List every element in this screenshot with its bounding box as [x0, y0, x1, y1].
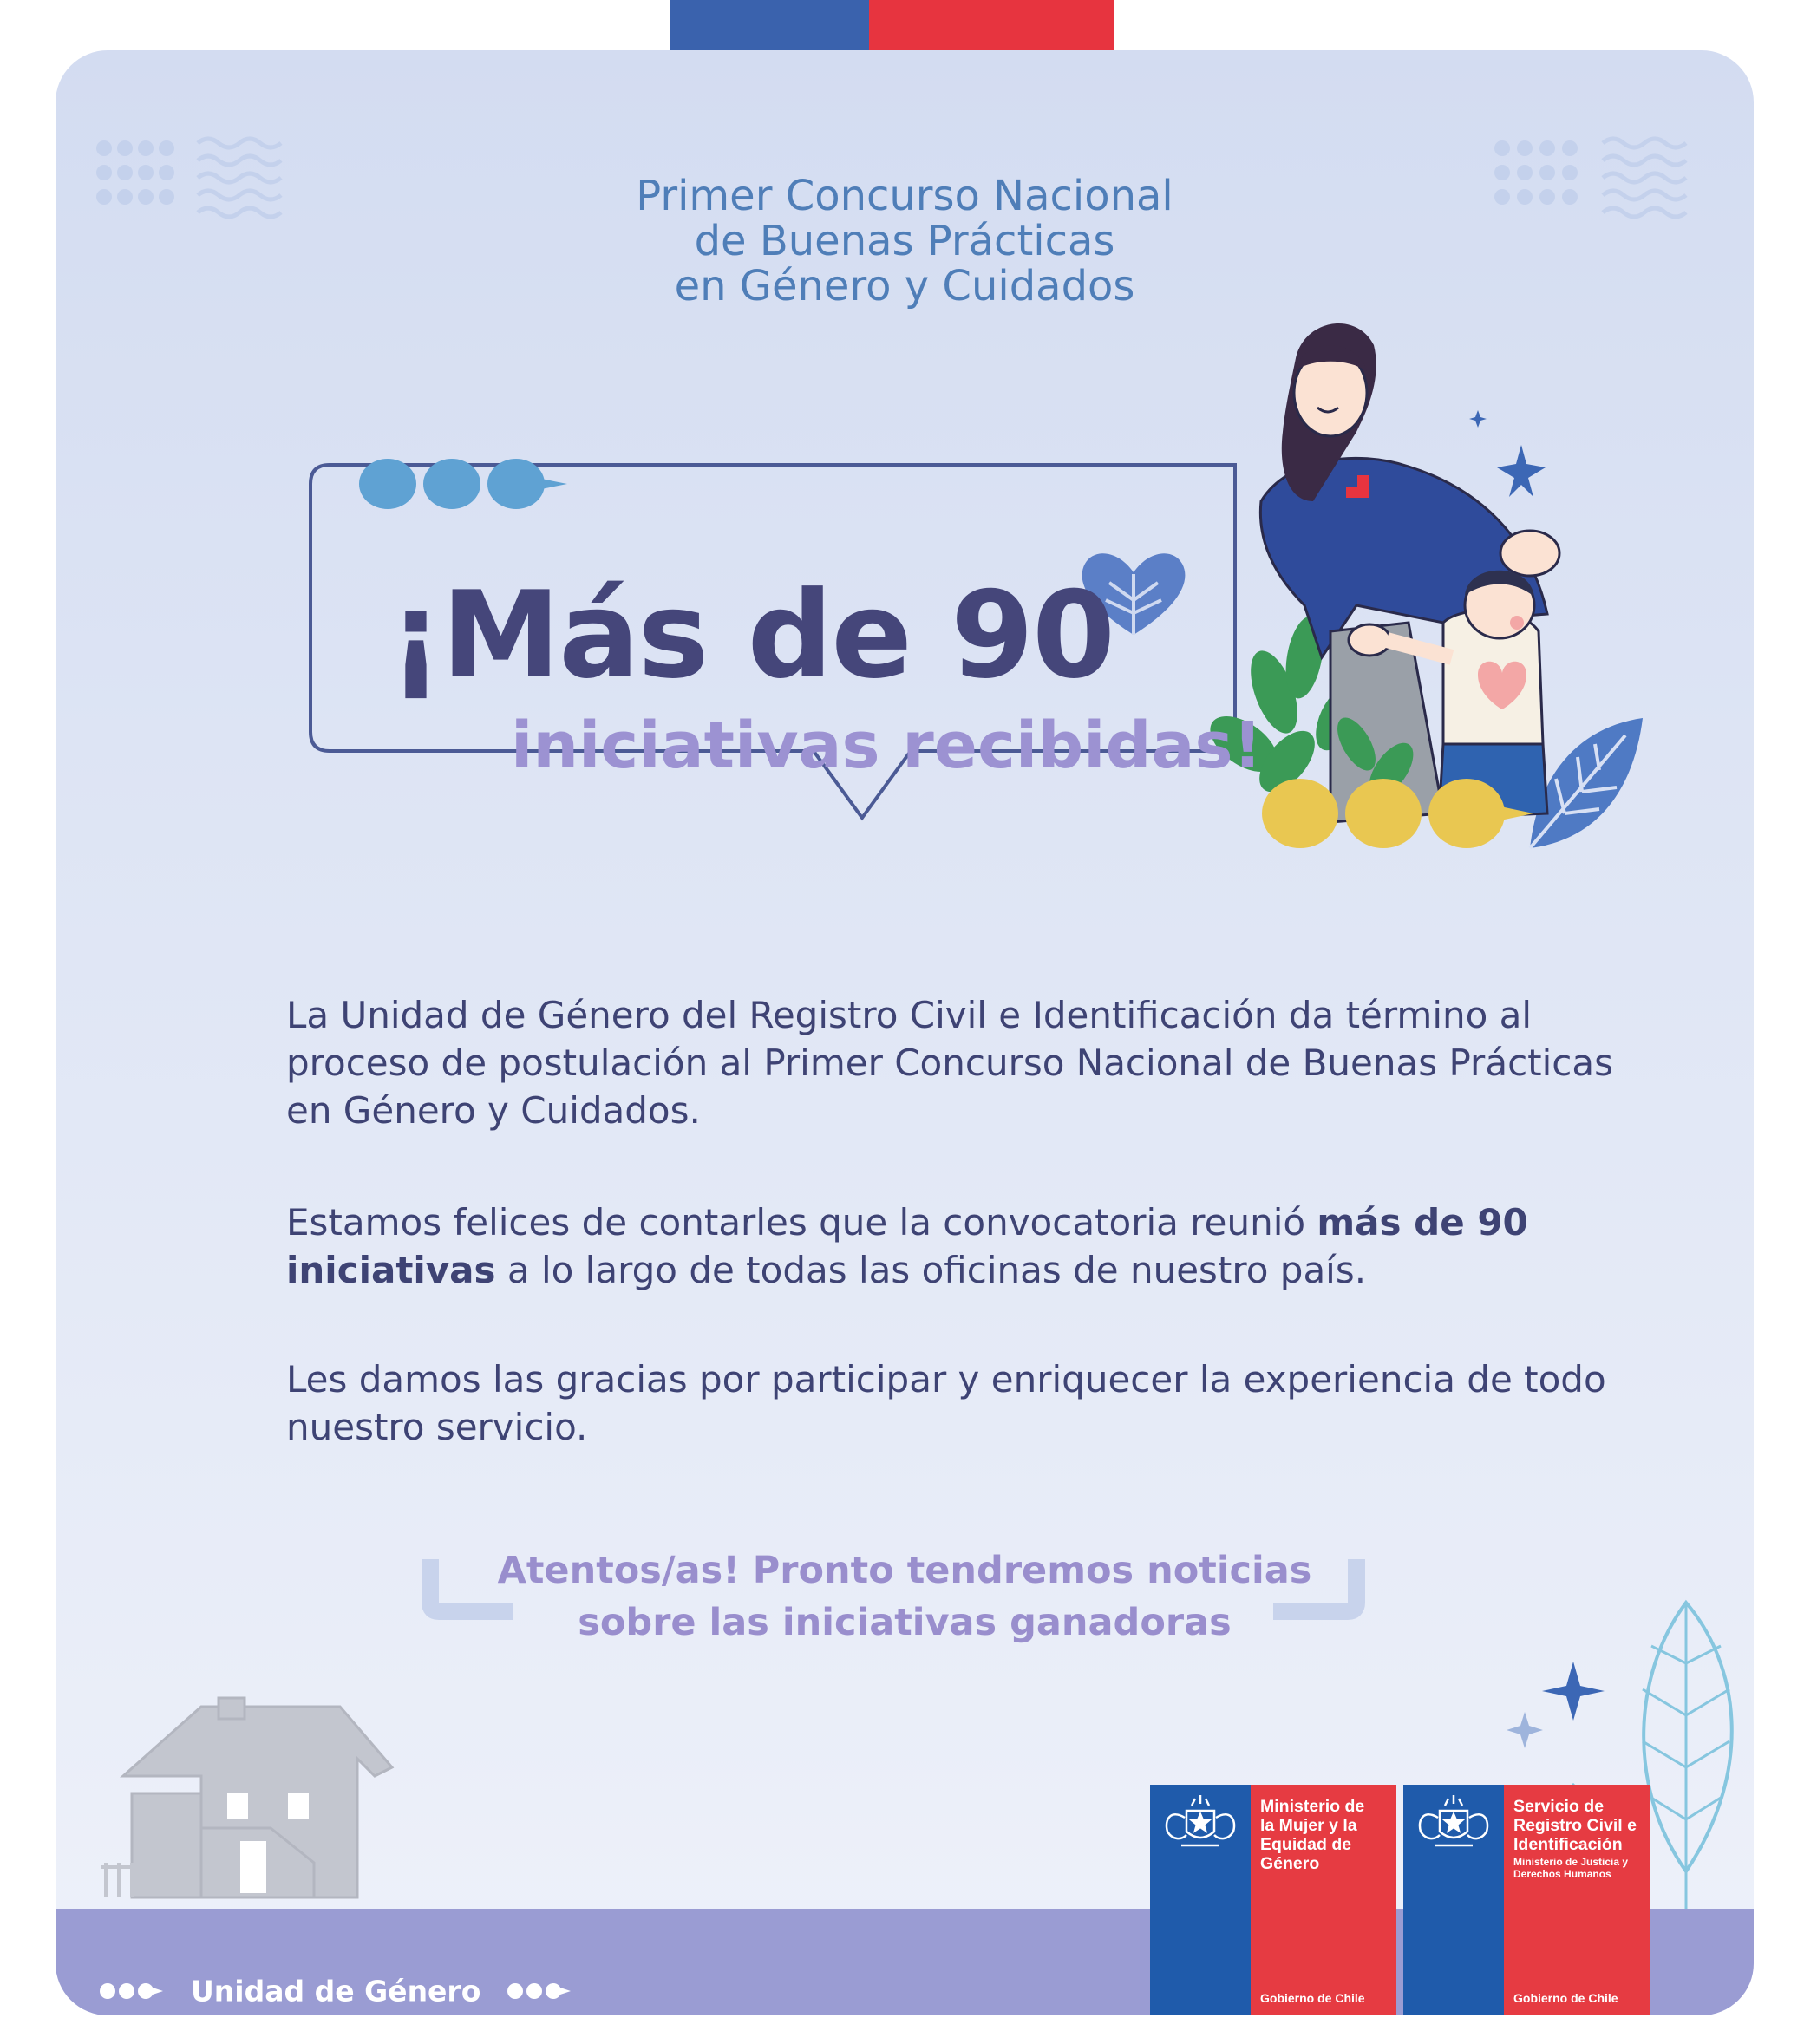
- contest-title-line-2: de Buenas Prácticas: [694, 217, 1115, 265]
- headline-sub: iniciativas recibidas!: [511, 709, 1263, 783]
- poster-card: [56, 50, 1754, 2015]
- paragraph-intro: La Unidad de Género del Registro Civil e Identificación da término al proceso de postulación al Primer Concurso Nacional de Buenas Prácticas en Género y Cuidados.: [286, 994, 1614, 1132]
- logo2-line-1: Servicio de: [1513, 1797, 1605, 1816]
- logo-ministerio-mujer-text: [1260, 1797, 1390, 1873]
- announcement-line-1: Atentos/as! Pronto tendremos noticias: [497, 1549, 1312, 1592]
- paragraph-count-highlight: más de 90 iniciativas: [286, 1201, 1528, 1291]
- logo-registro-civil-text: [1513, 1797, 1644, 1880]
- dots-chain-yellow: [1262, 779, 1533, 848]
- footer-dots-left-icon: [99, 1980, 168, 2002]
- logo1-gobierno-label: Gobierno de Chile: [1260, 1991, 1365, 2005]
- footer-dots-right-icon: [507, 1980, 576, 2002]
- house-icon: [97, 1689, 409, 1915]
- chile-seal-icon: [1160, 1793, 1240, 1854]
- paragraph-thanks: Les damos las gracias por participar y enriquecer la experiencia de todo nuestro servicio.: [286, 1358, 1606, 1448]
- contest-title-line-3: en Género y Cuidados: [674, 262, 1135, 310]
- paragraph-count: [286, 1198, 1622, 1294]
- logo1-line-3: Equidad de: [1260, 1835, 1352, 1854]
- logo1-line-2: la Mujer y la: [1260, 1816, 1357, 1835]
- speech-bubble-graphic: [56, 50, 1754, 961]
- logo-ministerio-mujer: [1150, 1785, 1396, 2015]
- dots-chain-blue: [359, 459, 567, 509]
- paragraph-count-pre: Estamos felices de contarles que la convocatoria reunió: [286, 1201, 1317, 1244]
- illustration-caregiver-child: [1200, 323, 1643, 848]
- paragraph-count-post: a lo largo de todas las oficinas de nuestro país.: [495, 1249, 1367, 1291]
- logo2-gobierno-label: Gobierno de Chile: [1513, 1991, 1618, 2005]
- star-icon: [1497, 445, 1546, 497]
- announcement-line-2: sobre las iniciativas ganadoras: [578, 1601, 1232, 1644]
- bracket-left-decoration: [422, 1559, 517, 1620]
- logo2-ministry-subtitle: Ministerio de Justicia y Derechos Humanos: [1513, 1856, 1629, 1880]
- logo2-line-2: Registro Civil e: [1513, 1816, 1637, 1835]
- star-cluster-icon: [1504, 1662, 1617, 1766]
- contest-title-line-1: Primer Concurso Nacional: [636, 172, 1173, 220]
- sparkle-icon: [1469, 410, 1487, 428]
- headline-main: ¡Más de 90: [389, 565, 1114, 705]
- chile-seal-icon: [1414, 1793, 1494, 1854]
- logo1-line-4: Género: [1260, 1854, 1320, 1873]
- logo2-line-3: Identificación: [1513, 1835, 1623, 1854]
- bracket-right-decoration: [1270, 1559, 1365, 1620]
- logo-registro-civil: [1403, 1785, 1650, 2015]
- unit-name-label: Unidad de Género: [191, 1974, 481, 2008]
- logo1-line-1: Ministerio de: [1260, 1797, 1365, 1816]
